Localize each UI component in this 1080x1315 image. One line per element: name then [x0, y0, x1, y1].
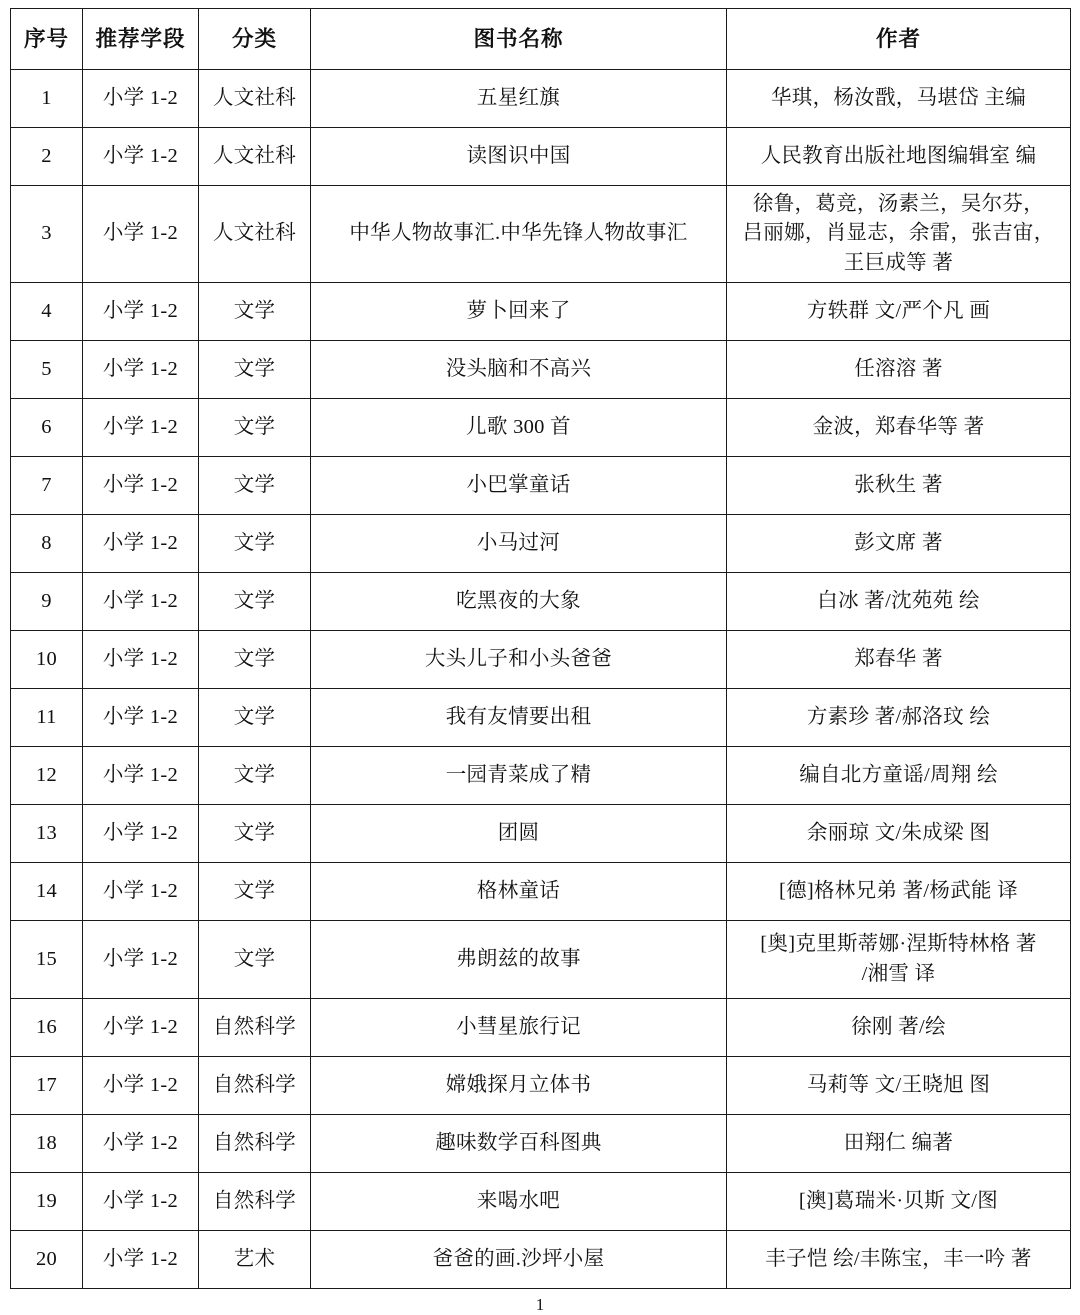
cell-author: [727, 341, 1071, 399]
cell-author: [727, 573, 1071, 631]
author-line: [德]格林兄弟 著/杨武能 译: [778, 879, 1019, 902]
cell-category: 人文社科: [199, 70, 311, 128]
author-line: 余丽琼 文/朱成梁 图: [806, 821, 991, 844]
cell-author: [727, 1115, 1071, 1173]
cell-category: 文学: [199, 457, 311, 515]
cell-category: 自然科学: [199, 999, 311, 1057]
column-header-index: 序号: [11, 9, 83, 70]
table-row: [11, 515, 1071, 573]
author-text: [731, 355, 1066, 384]
cell-index: 16: [11, 999, 83, 1057]
cell-title: 小彗星旅行记: [311, 999, 727, 1057]
cell-category: 文学: [199, 805, 311, 863]
cell-category: 文学: [199, 515, 311, 573]
table-row: [11, 573, 1071, 631]
author-text: [731, 142, 1066, 171]
cell-category: 自然科学: [199, 1057, 311, 1115]
cell-category: 文学: [199, 863, 311, 921]
author-line: [奥]克里斯蒂娜·涅斯特林格 著: [760, 933, 1037, 956]
cell-author: [727, 747, 1071, 805]
table-row: [11, 747, 1071, 805]
table-row: [11, 128, 1071, 186]
author-line: 张秋生 著: [854, 473, 943, 496]
column-header-title: 图书名称: [311, 9, 727, 70]
author-line: /湘雪 译: [861, 962, 936, 985]
cell-index: 15: [11, 921, 83, 999]
cell-title: 萝卜回来了: [311, 283, 727, 341]
cell-index: 1: [11, 70, 83, 128]
cell-title: 中华人物故事汇.中华先锋人物故事汇: [311, 186, 727, 283]
page-number: 1: [535, 1295, 545, 1314]
author-line: 华琪，杨汝戬，马堪岱 主编: [770, 86, 1027, 109]
author-text: [731, 84, 1066, 113]
cell-stage: 小学 1-2: [83, 689, 199, 747]
table-row: [11, 1057, 1071, 1115]
author-line: 白冰 著/沈苑苑 绘: [817, 589, 980, 612]
cell-index: 10: [11, 631, 83, 689]
table-row: [11, 1173, 1071, 1231]
table-row: [11, 689, 1071, 747]
cell-author: [727, 70, 1071, 128]
cell-index: 8: [11, 515, 83, 573]
cell-stage: 小学 1-2: [83, 515, 199, 573]
table-header: [11, 9, 1071, 70]
cell-stage: 小学 1-2: [83, 1115, 199, 1173]
cell-stage: 小学 1-2: [83, 186, 199, 283]
cell-author: [727, 805, 1071, 863]
table-row: [11, 283, 1071, 341]
cell-title: 大头儿子和小头爸爸: [311, 631, 727, 689]
cell-title: 没头脑和不高兴: [311, 341, 727, 399]
cell-stage: 小学 1-2: [83, 863, 199, 921]
table-header-row: [11, 9, 1071, 70]
table-row: [11, 863, 1071, 921]
cell-stage: 小学 1-2: [83, 1057, 199, 1115]
column-header-author: 作者: [727, 9, 1071, 70]
cell-category: 文学: [199, 921, 311, 999]
cell-index: 12: [11, 747, 83, 805]
cell-category: 文学: [199, 341, 311, 399]
cell-title: 五星红旗: [311, 70, 727, 128]
table-row: [11, 999, 1071, 1057]
cell-author: [727, 689, 1071, 747]
cell-author: [727, 515, 1071, 573]
cell-category: 自然科学: [199, 1173, 311, 1231]
author-text: [731, 930, 1066, 988]
cell-index: 14: [11, 863, 83, 921]
cell-title: 爸爸的画.沙坪小屋: [311, 1231, 727, 1289]
cell-index: 19: [11, 1173, 83, 1231]
cell-stage: 小学 1-2: [83, 283, 199, 341]
table-row: [11, 457, 1071, 515]
table-row: [11, 399, 1071, 457]
cell-stage: 小学 1-2: [83, 457, 199, 515]
cell-category: 人文社科: [199, 128, 311, 186]
cell-category: 文学: [199, 573, 311, 631]
cell-stage: 小学 1-2: [83, 747, 199, 805]
cell-title: 小马过河: [311, 515, 727, 573]
cell-stage: 小学 1-2: [83, 399, 199, 457]
author-text: [731, 471, 1066, 500]
table-row: [11, 341, 1071, 399]
cell-title: 格林童话: [311, 863, 727, 921]
cell-category: 自然科学: [199, 1115, 311, 1173]
cell-category: 文学: [199, 399, 311, 457]
table-body: [11, 70, 1071, 1289]
cell-index: 6: [11, 399, 83, 457]
author-text: [731, 1187, 1066, 1216]
cell-index: 17: [11, 1057, 83, 1115]
cell-author: [727, 921, 1071, 999]
cell-category: 人文社科: [199, 186, 311, 283]
cell-author: [727, 999, 1071, 1057]
cell-index: 18: [11, 1115, 83, 1173]
author-text: [731, 1071, 1066, 1100]
author-line: 丰子恺 绘/丰陈宝，丰一吟 著: [765, 1247, 1032, 1270]
cell-stage: 小学 1-2: [83, 999, 199, 1057]
author-line: 王巨成等 著: [843, 251, 954, 274]
cell-author: [727, 863, 1071, 921]
cell-stage: 小学 1-2: [83, 921, 199, 999]
author-line: 徐鲁，葛竞，汤素兰，吴尔芬，: [752, 193, 1045, 216]
author-text: [731, 761, 1066, 790]
author-text: [731, 413, 1066, 442]
cell-category: 艺术: [199, 1231, 311, 1289]
author-text: [731, 587, 1066, 616]
table-row: [11, 1231, 1071, 1289]
author-text: [731, 297, 1066, 326]
author-line: 编自北方童谣/周翔 绘: [799, 763, 998, 786]
cell-stage: 小学 1-2: [83, 573, 199, 631]
author-line: 彭文席 著: [854, 531, 943, 554]
cell-author: [727, 457, 1071, 515]
cell-title: 团圆: [311, 805, 727, 863]
cell-index: 9: [11, 573, 83, 631]
cell-title: 一园青菜成了精: [311, 747, 727, 805]
cell-title: 读图识中国: [311, 128, 727, 186]
cell-index: 7: [11, 457, 83, 515]
cell-index: 11: [11, 689, 83, 747]
cell-title: 儿歌 300 首: [311, 399, 727, 457]
table-row: [11, 805, 1071, 863]
author-line: 方素珍 著/郝洛玟 绘: [806, 705, 991, 728]
cell-category: 文学: [199, 747, 311, 805]
recommended-books-table: [10, 8, 1071, 1289]
author-text: [731, 819, 1066, 848]
cell-title: 弗朗兹的故事: [311, 921, 727, 999]
cell-author: [727, 631, 1071, 689]
cell-index: 4: [11, 283, 83, 341]
cell-stage: 小学 1-2: [83, 1173, 199, 1231]
cell-title: 嫦娥探月立体书: [311, 1057, 727, 1115]
cell-author: [727, 1057, 1071, 1115]
cell-stage: 小学 1-2: [83, 1231, 199, 1289]
cell-category: 文学: [199, 689, 311, 747]
cell-stage: 小学 1-2: [83, 631, 199, 689]
author-text: [731, 703, 1066, 732]
cell-category: 文学: [199, 631, 311, 689]
author-line: 方轶群 文/严个凡 画: [806, 299, 991, 322]
author-text: [731, 1013, 1066, 1042]
cell-author: [727, 186, 1071, 283]
author-line: [澳]葛瑞米·贝斯 文/图: [798, 1189, 999, 1212]
table-row: [11, 921, 1071, 999]
cell-index: 13: [11, 805, 83, 863]
cell-author: [727, 1173, 1071, 1231]
author-text: [731, 645, 1066, 674]
author-line: 任溶溶 著: [854, 357, 943, 380]
author-line: 田翔仁 编著: [843, 1131, 954, 1154]
column-header-category: 分类: [199, 9, 311, 70]
author-line: 吕丽娜，肖显志，余雷，张吉宙，: [742, 222, 1055, 245]
cell-title: 趣味数学百科图典: [311, 1115, 727, 1173]
author-line: 郑春华 著: [854, 647, 943, 670]
cell-title: 吃黑夜的大象: [311, 573, 727, 631]
author-text: [731, 190, 1066, 277]
cell-title: 小巴掌童话: [311, 457, 727, 515]
column-header-stage: 推荐学段: [83, 9, 199, 70]
cell-stage: 小学 1-2: [83, 805, 199, 863]
cell-stage: 小学 1-2: [83, 341, 199, 399]
table-row: [11, 70, 1071, 128]
cell-title: 我有友情要出租: [311, 689, 727, 747]
cell-author: [727, 399, 1071, 457]
author-line: 徐刚 著/绘: [851, 1015, 946, 1038]
cell-index: 3: [11, 186, 83, 283]
cell-stage: 小学 1-2: [83, 70, 199, 128]
cell-index: 20: [11, 1231, 83, 1289]
author-text: [731, 877, 1066, 906]
cell-title: 来喝水吧: [311, 1173, 727, 1231]
author-line: 马莉等 文/王晓旭 图: [806, 1073, 991, 1096]
cell-index: 5: [11, 341, 83, 399]
author-text: [731, 1245, 1066, 1274]
table-row: [11, 631, 1071, 689]
author-line: 金波，郑春华等 著: [812, 415, 985, 438]
cell-stage: 小学 1-2: [83, 128, 199, 186]
author-text: [731, 1129, 1066, 1158]
cell-index: 2: [11, 128, 83, 186]
cell-category: 文学: [199, 283, 311, 341]
author-line: 人民教育出版社地图编辑室 编: [760, 144, 1037, 167]
cell-author: [727, 128, 1071, 186]
table-row: [11, 186, 1071, 283]
cell-author: [727, 283, 1071, 341]
table-row: [11, 1115, 1071, 1173]
author-text: [731, 529, 1066, 558]
cell-author: [727, 1231, 1071, 1289]
